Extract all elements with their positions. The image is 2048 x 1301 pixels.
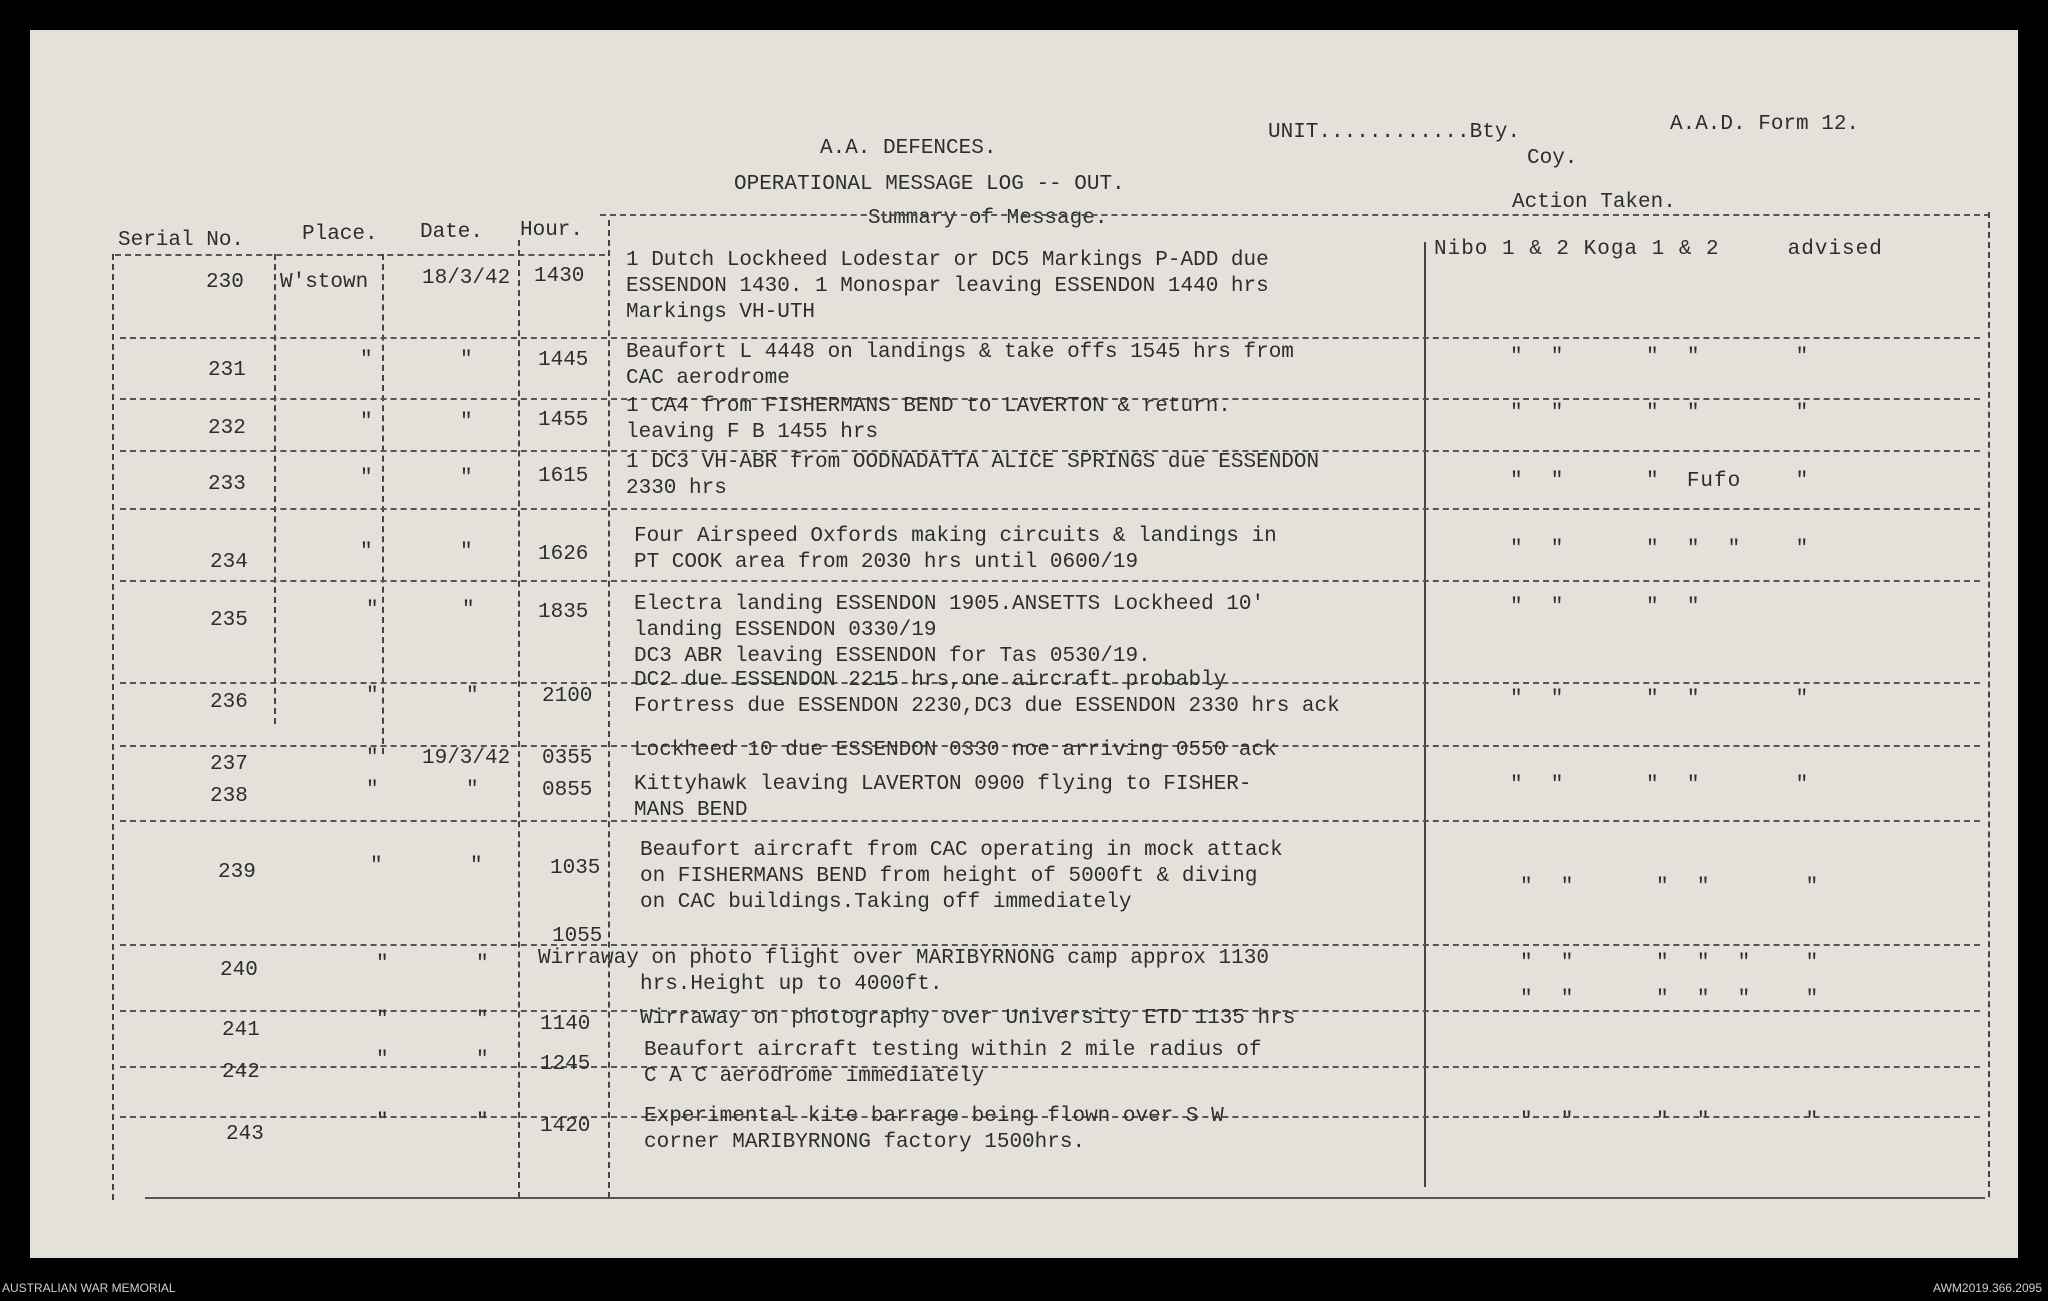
hour-243: 1420 [540, 1115, 591, 1138]
action-240: " " " " " " [1520, 952, 1820, 975]
col-divider-summary [608, 220, 610, 1198]
place-235: " [366, 599, 379, 622]
place-231: " [360, 349, 373, 372]
serial-242: 242 [222, 1061, 260, 1084]
table-top-line [600, 214, 1990, 216]
place-238: " [366, 779, 379, 802]
col-divider-hour [518, 240, 520, 1198]
summary-234-line2: PT COOK area from 2030 hrs until 0600/19 [634, 551, 1139, 574]
form-number: A.A.D. Form 12. [1670, 113, 1860, 136]
summary-242-line1: Beaufort aircraft testing within 2 mile radius of [644, 1039, 1262, 1062]
action-233: " " " Fufo " [1510, 470, 1810, 493]
place-236: " [366, 685, 379, 708]
action-239: " " " " " [1520, 876, 1820, 899]
table-left-border [112, 254, 114, 1200]
date-231: " [460, 349, 473, 372]
serial-233: 233 [208, 473, 246, 496]
serial-231: 231 [208, 359, 246, 382]
footer-catalogue-number: AWM2019.366.2095 [1933, 1281, 2042, 1295]
summary-232-line1: 1 CA4 from FISHERMANS BEND to LAVERTON & return. [626, 395, 1231, 418]
place-240: " [376, 953, 389, 976]
hour-240: 1055 [552, 925, 603, 948]
summary-230-line1: 1 Dutch Lockheed Lodestar or DC5 Markings P-ADD due [626, 249, 1269, 272]
unit-label: UNIT............Bty. [1268, 121, 1521, 144]
place-243: " [376, 1111, 389, 1134]
date-238: " [466, 779, 479, 802]
serial-237: 237 [210, 753, 248, 776]
date-242: " [476, 1049, 489, 1072]
col-date: Date. [420, 221, 484, 244]
col-divider-serial [274, 254, 276, 724]
summary-235-line3: DC3 ABR leaving ESSENDON for Tas 0530/19. [634, 645, 1151, 668]
hour-237: 0355 [542, 747, 593, 770]
date-237: 19/3/42 [422, 747, 511, 770]
summary-231-line1: Beaufort L 4448 on landings & take offs 1545 hrs from [626, 341, 1294, 364]
place-230: W'stown [280, 271, 369, 294]
date-232: " [460, 411, 473, 434]
summary-230-line3: Markings VH-UTH [626, 301, 816, 324]
action-238: " " " " " [1510, 774, 1810, 797]
row-separator [120, 337, 1980, 339]
summary-236-line1: DC2 due ESSENDON 2215 hrs,one aircraft probably [634, 669, 1227, 692]
hour-235: 1835 [538, 601, 589, 624]
col-divider-date [382, 254, 384, 754]
date-240: " [476, 953, 489, 976]
place-241: " [376, 1009, 389, 1032]
serial-232: 232 [208, 417, 246, 440]
col-hour: Hour. [520, 219, 584, 242]
action-234: " " " " " " [1510, 538, 1810, 561]
serial-240: 240 [220, 959, 258, 982]
summary-239-line1: Beaufort aircraft from CAC operating in mock attack [640, 839, 1283, 862]
table-bottom-line [145, 1197, 1985, 1199]
summary-239-line2: on FISHERMANS BEND from height of 5000ft & diving [640, 865, 1258, 888]
summary-232-line2: leaving F B 1455 hrs [626, 421, 879, 444]
summary-242-line2: C A C aerodrome immediately [644, 1065, 985, 1088]
col-divider-action [1424, 242, 1426, 1187]
hour-232: 1455 [538, 409, 589, 432]
footer-credit: AUSTRALIAN WAR MEMORIAL [2, 1281, 176, 1295]
row-separator [120, 820, 1980, 822]
summary-240-line1: Wirraway on photo flight over MARIBYRNONG camp approx 1130 [538, 947, 1269, 970]
serial-241: 241 [222, 1019, 260, 1042]
summary-230-line2: ESSENDON 1430. 1 Monospar leaving ESSENDON 1440 hrs [626, 275, 1269, 298]
hour-234: 1626 [538, 543, 589, 566]
summary-231-line2: CAC aerodrome [626, 367, 790, 390]
hour-233: 1615 [538, 465, 589, 488]
action-231: " " " " " [1510, 346, 1810, 369]
action-243: " " " " " [1520, 1110, 1820, 1133]
place-234: " [360, 541, 373, 564]
summary-234-line1: Four Airspeed Oxfords making circuits & landings in [634, 525, 1277, 548]
action-232: " " " " " [1510, 402, 1810, 425]
summary-237-line1: Lockheed 10 due ESSENDON 0330 noe arriving 0550 ack [634, 739, 1277, 762]
date-241: " [476, 1009, 489, 1032]
summary-233-line2: 2330 hrs [626, 477, 727, 500]
date-239: " [470, 855, 483, 878]
serial-236: 236 [210, 691, 248, 714]
date-235: " [462, 599, 475, 622]
row-separator [120, 580, 1980, 582]
hour-241: 1140 [540, 1013, 591, 1036]
serial-239: 239 [218, 861, 256, 884]
summary-239-line3: on CAC buildings.Taking off immediately [640, 891, 1132, 914]
hour-239: 1035 [550, 857, 601, 880]
date-236: " [466, 685, 479, 708]
col-place: Place. [302, 223, 378, 246]
date-234: " [460, 541, 473, 564]
col-serial: Serial No. [118, 229, 245, 252]
action-236: " " " " " [1510, 688, 1810, 711]
place-242: " [376, 1049, 389, 1072]
action-235: " " " " [1510, 596, 1701, 619]
row-separator [120, 1066, 1980, 1068]
serial-238: 238 [210, 785, 248, 808]
date-233: " [460, 467, 473, 490]
place-232: " [360, 411, 373, 434]
summary-238-line2: MANS BEND [634, 799, 748, 822]
coy-label: Coy. [1527, 147, 1578, 170]
date-230: 18/3/42 [422, 267, 511, 290]
form-subtitle: OPERATIONAL MESSAGE LOG -- OUT. [734, 173, 1125, 196]
table-right-border [1988, 212, 1990, 1197]
place-237: " [366, 747, 379, 770]
action-230: Nibo 1 & 2 Koga 1 & 2 advised [1434, 238, 1883, 261]
log-sheet [30, 30, 2018, 1258]
summary-235-line1: Electra landing ESSENDON 1905.ANSETTS Lockheed 10' [634, 593, 1265, 616]
date-243: " [476, 1111, 489, 1134]
hour-238: 0855 [542, 779, 593, 802]
serial-243: 243 [226, 1123, 264, 1146]
hour-242: 1245 [540, 1053, 591, 1076]
serial-230: 230 [206, 271, 244, 294]
summary-241-line1: Wirraway on photography over University ETD 1135 hrs [640, 1007, 1296, 1030]
place-233: " [360, 467, 373, 490]
hour-236: 2100 [542, 685, 593, 708]
action-241: " " " " " " [1520, 988, 1820, 1011]
summary-238-line1: Kittyhawk leaving LAVERTON 0900 flying to FISHER- [634, 773, 1252, 796]
summary-243-line1: Experimental kite barrage being flown over S W [644, 1105, 1224, 1128]
hour-231: 1445 [538, 349, 589, 372]
place-239: " [370, 855, 383, 878]
table-top-line-left [115, 254, 605, 256]
summary-240-line2: hrs.Height up to 4000ft. [640, 973, 943, 996]
form-title: A.A. DEFENCES. [820, 137, 997, 160]
serial-234: 234 [210, 551, 248, 574]
serial-235: 235 [210, 609, 248, 632]
row-separator [120, 508, 1980, 510]
summary-236-line2: Fortress due ESSENDON 2230,DC3 due ESSENDON 2330 hrs ack [634, 695, 1340, 718]
summary-233-line1: 1 DC3 VH-ABR from OODNADATTA ALICE SPRINGS due ESSENDON [626, 451, 1320, 474]
summary-243-line2: corner MARIBYRNONG factory 1500hrs. [644, 1131, 1086, 1154]
hour-230: 1430 [534, 265, 585, 288]
col-action: Action Taken. [1512, 191, 1676, 214]
summary-235-line2: landing ESSENDON 0330/19 [634, 619, 937, 642]
col-summary: Summary of Message. [868, 207, 1108, 230]
